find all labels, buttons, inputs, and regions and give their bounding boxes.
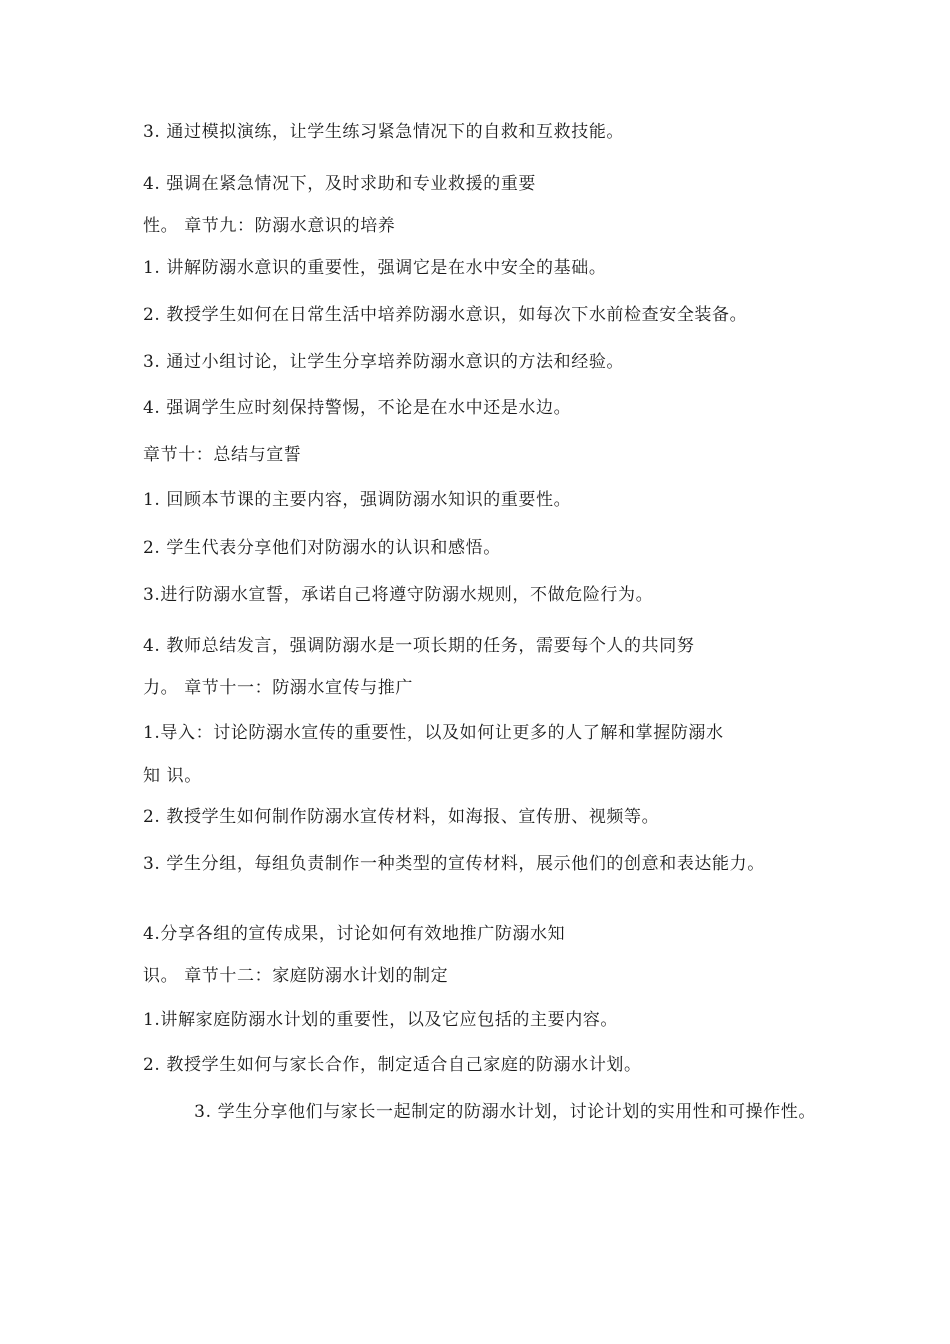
- text-line: 2. 学生代表分享他们对防溺水的认识和感悟。: [143, 538, 501, 558]
- text-line: 知 识。: [143, 766, 202, 786]
- text-line: 4. 强调在紧急情况下，及时求助和专业救援的重要: [143, 174, 537, 194]
- text-line: 3. 学生分组，每组负责制作一种类型的宣传材料，展示他们的创意和表达能力。: [143, 854, 765, 874]
- text-line: 3.进行防溺水宣誓，承诺自己将遵守防溺水规则，不做危险行为。: [143, 585, 654, 605]
- text-line: 3. 通过模拟演练，让学生练习紧急情况下的自救和互救技能。: [143, 122, 625, 142]
- text-line: 4. 强调学生应时刻保持警惕，不论是在水中还是水边。: [143, 398, 572, 418]
- text-line: 3. 学生分享他们与家长一起制定的防溺水计划，讨论计划的实用性和可操作性。: [194, 1102, 816, 1122]
- chapter-heading: 识。 章节十二：家庭防溺水计划的制定: [143, 966, 449, 986]
- text-line: 1.讲解家庭防溺水计划的重要性，以及它应包括的主要内容。: [143, 1010, 619, 1030]
- text-line: 4. 教师总结发言，强调防溺水是一项长期的任务，需要每个人的共同努: [143, 636, 695, 656]
- text-line: 1.导入：讨论防溺水宣传的重要性，以及如何让更多的人了解和掌握防溺水: [143, 723, 724, 743]
- text-line: 4.分享各组的宣传成果，讨论如何有效地推广防溺水知: [143, 924, 566, 944]
- text-line: 2. 教授学生如何在日常生活中培养防溺水意识，如每次下水前检查安全装备。: [143, 305, 748, 325]
- text-line: 3. 通过小组讨论，让学生分享培养防溺水意识的方法和经验。: [143, 352, 625, 372]
- chapter-heading: 章节十：总结与宣誓: [143, 445, 302, 465]
- text-line: 1. 讲解防溺水意识的重要性，强调它是在水中安全的基础。: [143, 258, 607, 278]
- text-line: 1. 回顾本节课的主要内容，强调防溺水知识的重要性。: [143, 490, 572, 510]
- text-line: 2. 教授学生如何与家长合作，制定适合自己家庭的防溺水计划。: [143, 1055, 642, 1075]
- chapter-heading: 性。 章节九：防溺水意识的培养: [143, 216, 396, 236]
- chapter-heading: 力。 章节十一：防溺水宣传与推广: [143, 678, 414, 698]
- text-line: 2. 教授学生如何制作防溺水宣传材料，如海报、宣传册、视频等。: [143, 807, 660, 827]
